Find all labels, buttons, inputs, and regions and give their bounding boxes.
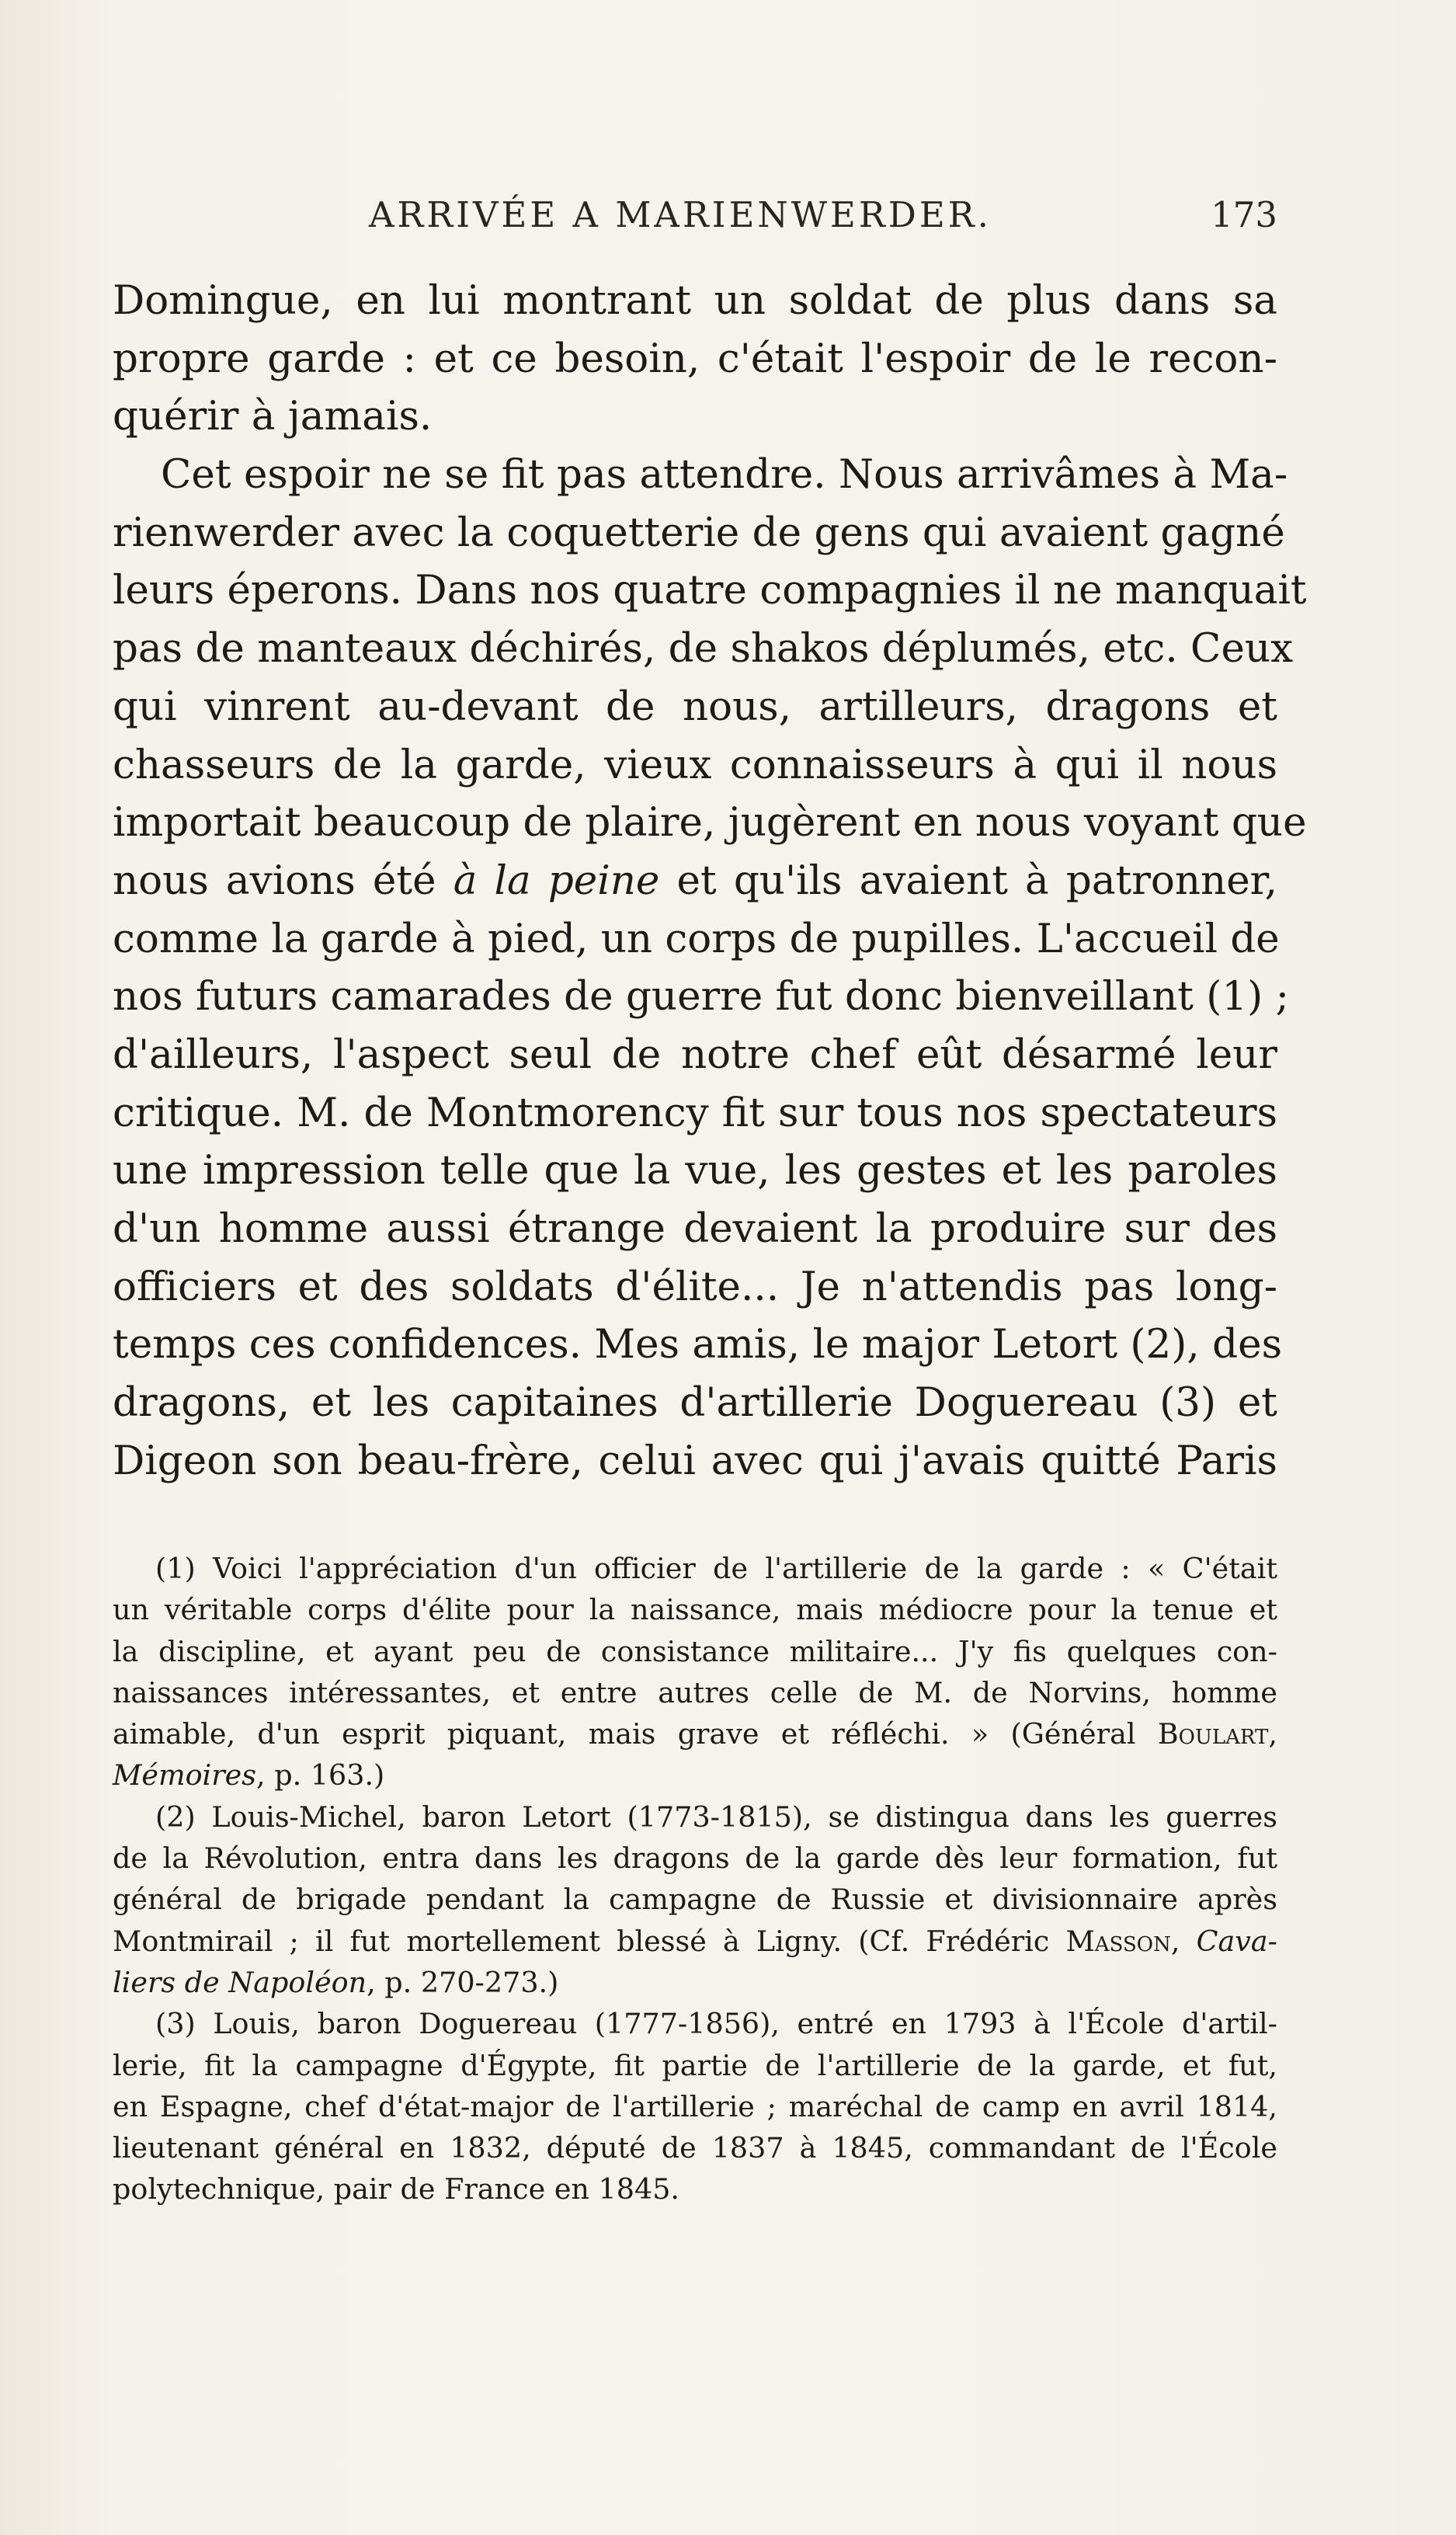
footnotes (113, 1548, 1277, 2210)
text-line: critique. M. de Montmorency fit sur tous nos spectateurs (113, 1089, 1277, 1136)
footnote-3-line: lieutenant général en 1832, député de 1837 à 1845, commandant de l'École (113, 2131, 1277, 2165)
main-text (113, 272, 1307, 1490)
text-line: leurs éperons. Dans nos quatre compagnies il ne manquait (113, 567, 1307, 614)
text-segment: , p. 270-273.) (367, 1965, 559, 1999)
text-line: importait beaucoup de plaire, jugèrent en nous voyant que (113, 799, 1307, 847)
author-name: Masson (1065, 1924, 1171, 1958)
italic-phrase: à la peine (453, 857, 660, 904)
footnote-1-line: naissances intéressantes, et entre autres celle de M. de Norvins, homme (113, 1675, 1277, 1709)
text-line: quérir à jamais. (113, 393, 433, 440)
text-line: Domingue, en lui montrant un soldat de plus dans sa (113, 277, 1277, 324)
footnote-1-line: (1) Voici l'appréciation d'un officier de l'artillerie de la garde : « C'était (155, 1552, 1277, 1585)
running-header (113, 194, 1277, 256)
footnote-1-line: la discipline, et ayant peu de consistance militaire... J'y fis quelques con- (113, 1634, 1277, 1668)
footnote-1-line (113, 1754, 1277, 1796)
footnote-2-line: de la Révolution, entra dans les dragons de la garde dès leur formation, fut (113, 1841, 1277, 1876)
footnote-2-line (113, 1921, 1277, 1962)
text-line: dragons, et les capitaines d'artillerie Doguereau (3) et (113, 1379, 1277, 1427)
running-title: ARRIVÉE A MARIENWERDER. (369, 194, 992, 235)
text-line: chasseurs de la garde, vieux connaisseurs à qui il nous (113, 741, 1277, 788)
text-segment: nous avions été (113, 857, 453, 904)
text-segment: , p. 163.) (256, 1758, 385, 1793)
text-segment: aimable, d'un esprit piquant, mais grave et réfléchi. » (Général (113, 1717, 1158, 1751)
footnote-3-line: polytechnique, pair de France en 1845. (113, 2172, 680, 2206)
text-line: rienwerder avec la coquetterie de gens qui avaient gagné (113, 509, 1285, 556)
footnote-1-line (113, 1713, 1277, 1754)
text-segment: , (1170, 1924, 1197, 1958)
text-line: temps ces confidences. Mes amis, le major Letort (2), des (113, 1321, 1282, 1368)
text-line: nos futurs camarades de guerre fut donc bienveillant (1) ; (113, 973, 1289, 1021)
text-segment: Montmirail ; il fut mortellement blessé à Ligny. (Cf. Frédéric (113, 1924, 1066, 1958)
work-title: Cava- (1196, 1924, 1277, 1958)
footnote-3-line: en Espagne, chef d'état-major de l'artillerie ; maréchal de camp en avril 1814, (113, 2089, 1277, 2123)
text-line: pas de manteaux déchirés, de shakos déplumés, etc. Ceux (113, 625, 1294, 673)
text-line: une impression telle que la vue, les gestes et les paroles (113, 1147, 1277, 1194)
footnote-1-line: un véritable corps d'élite pour la naissance, mais médiocre pour la tenue et (113, 1593, 1277, 1627)
text-line: officiers et des soldats d'élite... Je n'attendis pas long- (113, 1263, 1277, 1310)
text-line-with-italic (113, 852, 1277, 910)
footnote-3-line: lerie, fit la campagne d'Égypte, fit partie de l'artillerie de la garde, et fut, (113, 2048, 1277, 2082)
text-segment: et qu'ils avaient à patronner, (659, 857, 1278, 904)
text-line: propre garde : et ce besoin, c'était l'espoir de le recon- (113, 335, 1277, 382)
text-line: d'ailleurs, l'aspect seul de notre chef eût désarmé leur (113, 1031, 1277, 1078)
text-line: Cet espoir ne se fit pas attendre. Nous arrivâmes à Ma- (161, 451, 1288, 499)
author-name: Boulart (1157, 1717, 1269, 1751)
work-title: Mémoires (113, 1758, 257, 1793)
text-line: comme la garde à pied, un corps de pupilles. L'accueil de (113, 915, 1280, 962)
text-line: Digeon son beau-frère, celui avec qui j'avais quitté Paris (113, 1437, 1277, 1484)
footnote-3-line: (3) Louis, baron Doguereau (1777-1856), entré en 1793 à l'École d'artil- (155, 2007, 1277, 2041)
footnote-2-line: (2) Louis-Michel, baron Letort (1773-1815), se distingua dans les guerres (155, 1800, 1277, 1834)
page-number: 173 (1211, 194, 1277, 235)
text-line: qui vinrent au-devant de nous, artilleurs, dragons et (113, 683, 1277, 730)
work-title: liers de Napoléon (113, 1965, 367, 1999)
footnote-2-line (113, 1962, 1277, 2003)
text-segment: , (1268, 1717, 1277, 1751)
footnote-2-line: général de brigade pendant la campagne de Russie et divisionnaire après (113, 1883, 1277, 1917)
text-line: d'un homme aussi étrange devaient la produire sur des (113, 1205, 1277, 1252)
